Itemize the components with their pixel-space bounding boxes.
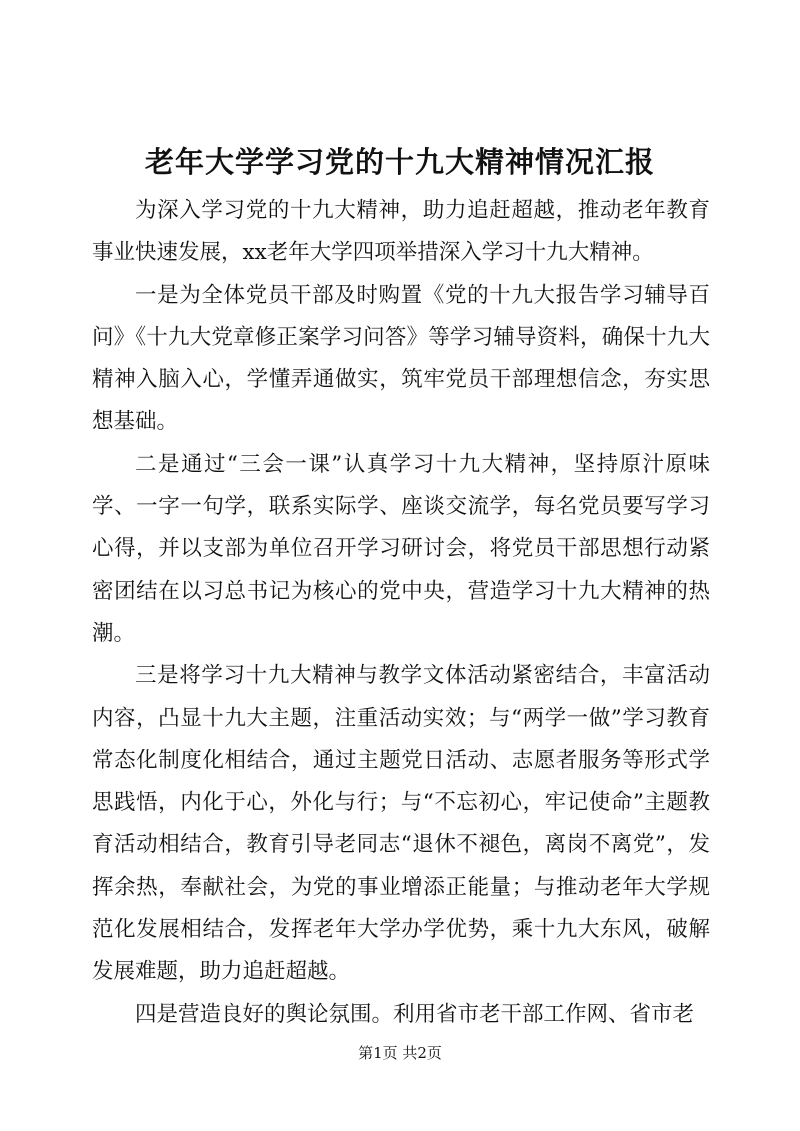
paragraph-measure-one: 一是为全体党员干部及时购置《党的十九大报告学习辅导百问》《十九大党章修正案学习问答》等学习辅导资料，确保十九大精神入脑入心，学懂弄通做实，筑牢党员干部理想信念，夯实思想基础。 (92, 282, 710, 435)
paragraph-measure-two: 二是通过“三会一课”认真学习十九大精神，坚持原汁原味学、一字一句学，联系实际学、座谈交流学，每名党员要写学习心得，并以支部为单位召开学习研讨会，将党员干部思想行动紧密团结在以习总书记为核心的党中央，营造学习十九大精神的热潮。 (92, 451, 710, 646)
document-title: 老年大学学习党的十九大精神情况汇报 (144, 145, 655, 179)
page-footer: 第1页 共2页 (358, 1044, 442, 1062)
paragraph-measure-three: 三是将学习十九大精神与教学文体活动紧密结合，丰富活动内容，凸显十九大主题，注重活动实效；与“两学一做”学习教育常态化制度化相结合，通过主题党日活动、志愿者服务等形式学思践悟，内化于心，外化与行；与“不忘初心，牢记使命”主题教育活动相结合，教育引导老同志“退休不褪色，离岗不离党”，发挥余热，奉献社会，为党的事业增添正能量；与推动老年大学规范化发展相结合，发挥老年大学办学优势，乘十九大东风，破解发展难题，助力追赶超越。 (92, 663, 710, 985)
document-body (92, 190, 710, 1036)
paragraph-intro: 为深入学习党的十九大精神，助力追赶超越，推动老年教育事业快速发展，xx老年大学四项举措深入学习十九大精神。 (92, 198, 710, 266)
paragraph-measure-four: 四是营造良好的舆论氛围。利用省市老干部工作网、省市老 (135, 1001, 695, 1027)
